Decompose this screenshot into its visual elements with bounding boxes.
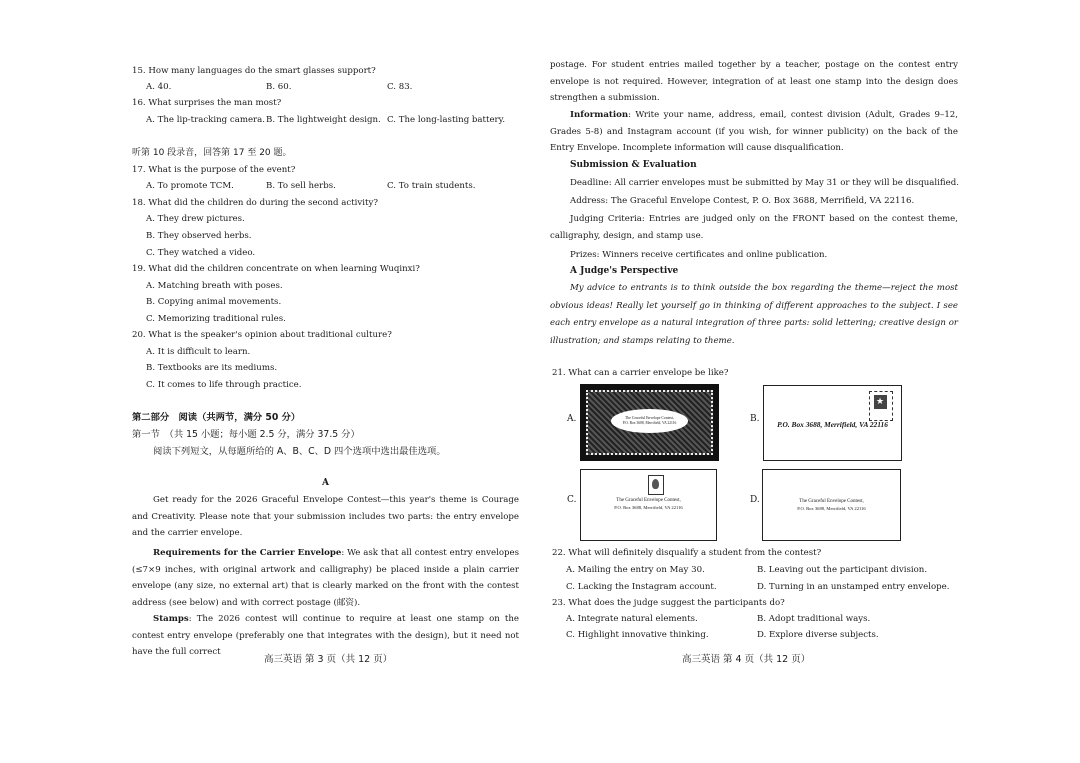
q17-option-c: C. To train students. [387, 181, 476, 191]
envelope-a-line1: The Graceful Envelope Contest, [625, 416, 674, 420]
submission-heading: Submission & Evaluation [570, 160, 697, 170]
envelope-c-image [580, 469, 717, 541]
stamp-icon: ★ [869, 391, 893, 421]
q15-option-c: C. 83. [387, 82, 413, 92]
q19-option-c: C. Memorizing traditional rules. [146, 314, 286, 324]
envelope-a-image [580, 384, 719, 461]
envelope-c-line1: The Graceful Envelope Contest, [616, 498, 681, 503]
requirements-label: Requirements for the Carrier Envelope [153, 548, 342, 558]
q16-option-b: B. The lightweight design. [266, 115, 381, 125]
address-text: Address: The Graceful Envelope Contest, P. O. Box 3688, Merrifield, VA 22116. [570, 196, 915, 206]
passage-paragraph-1: Get ready for the 2026 Graceful Envelope Contest—this year's theme is Courage and Creativity. Please note that your submission includes two parts: the entry envelope and the carrier envelope. [132, 495, 519, 538]
q18-stem: 18. What did the children do during the second activity? [132, 198, 378, 208]
passage-label: A [322, 478, 329, 488]
left-page-footer: 高三英语 第 3 页（共 12 页） [264, 654, 393, 665]
q21-option-c-label: C. [567, 495, 577, 505]
envelope-d-line2: P.O. Box 3688, Merrifield, VA 22116 [797, 506, 866, 511]
q18-option-c: C. They watched a video. [146, 248, 256, 258]
q20-option-b: B. Textbooks are its mediums. [146, 363, 278, 373]
q21-option-b-label: B. [750, 414, 760, 424]
q20-option-c: C. It comes to life through practice. [146, 380, 302, 390]
q19-stem: 19. What did the children concentrate on when learning Wuqinxi? [132, 264, 420, 274]
q22-option-a: A. Mailing the entry on May 30. [566, 565, 705, 575]
q23-option-d: D. Explore diverse subjects. [757, 630, 879, 640]
section10-instruction: 听第 10 段录音，回答第 17 至 20 题。 [132, 148, 292, 158]
q18-option-b: B. They observed herbs. [146, 231, 252, 241]
q22-option-b: B. Leaving out the participant division. [757, 565, 928, 575]
requirements-paragraph [132, 545, 519, 611]
requirements-body: : We ask that all contest entry envelopes (≤7×9 inches, with original artwork and calligraphy) be placed inside a plain carrier envelope (any size, no external art) that is clearly marked on the front with the contest address (see below) and with correct postage (邮资). [132, 548, 519, 608]
envelope-b-address: P.O. Box 3688, Merrifield, VA 22116 [777, 420, 888, 429]
q15-option-b: B. 60. [266, 82, 292, 92]
q17-stem: 17. What is the purpose of the event? [132, 165, 296, 175]
q23-option-b: B. Adopt traditional ways. [757, 614, 871, 624]
stamps-continuation: postage. For student entries mailed together by a teacher, postage on the contest entry envelope is not required. However, integration of at least one stamp into the design does strengthen a submission. [550, 60, 958, 103]
information-paragraph [550, 107, 958, 157]
q22-option-c: C. Lacking the Instagram account. [566, 582, 717, 592]
section1-title: 第一节 （共 15 小题；每小题 2.5 分，满分 37.5 分） [132, 429, 360, 440]
right-page-footer: 高三英语 第 4 页（共 12 页） [682, 654, 811, 665]
stamps-body: : The 2026 contest will continue to require at least one stamp on the contest entry envelope (preferably one that integrates with the design), but it need not have the full correct [132, 614, 519, 657]
q17-option-a: A. To promote TCM. [146, 181, 234, 191]
q21-option-a-label: A. [567, 414, 577, 424]
judge-heading: A Judge's Perspective [570, 266, 679, 276]
q16-option-a: A. The lip-tracking camera. [146, 115, 266, 125]
q22-option-d: D. Turning in an unstamped entry envelope. [757, 582, 950, 592]
judge-paragraph: My advice to entrants is to think outside the box regarding the theme—reject the most obvious ideas! Really let yourself go in thinking of different approaches to the subject. I see each entry envelope as a natural integration of three parts: solid lettering; creative design or illustration; and stamps relating to theme. [550, 283, 958, 346]
right-page [540, 0, 1080, 763]
q19-option-b: B. Copying animal movements. [146, 297, 282, 307]
q22-stem: 22. What will definitely disqualify a student from the contest? [552, 548, 822, 558]
stamp-icon [648, 475, 664, 495]
envelope-d-line1: The Graceful Envelope Contest, [799, 499, 864, 504]
reading-instruction: 阅读下列短文，从每题所给的 A、B、C、D 四个选项中选出最佳选项。 [153, 446, 446, 457]
envelope-d-image [762, 469, 901, 541]
prizes-text: Prizes: Winners receive certificates and online publication. [570, 250, 828, 260]
information-body: : Write your name, address, email, contest division (Adult, Grades 9–12, Grades 5-8) and Instagram account (if you wish, for winner publicity) on the back of the Entry Envelope. Incomplete information will cause disqualification. [550, 110, 958, 153]
q21-option-d-label: D. [750, 495, 760, 505]
envelope-a-line2: P.O. Box 3688, Merrifield, VA 22116 [622, 421, 677, 425]
q15-option-a: A. 40. [146, 82, 172, 92]
part2-title: 第二部分 阅读（共两节，满分 50 分） [132, 412, 301, 423]
stamps-label: Stamps [153, 614, 189, 624]
q23-option-a: A. Integrate natural elements. [566, 614, 698, 624]
envelope-c-line2: P.O. Box 3688, Merrifield, VA 22116 [614, 505, 683, 510]
q16-stem: 16. What surprises the man most? [132, 98, 282, 108]
q20-stem: 20. What is the speaker's opinion about traditional culture? [132, 330, 392, 340]
flower-icon [652, 479, 659, 489]
q18-option-a: A. They drew pictures. [146, 214, 245, 224]
judging-criteria-text: Judging Criteria: Entries are judged only on the FRONT based on the contest theme, calligraphy, design, and stamp use. [550, 214, 958, 241]
deadline-text: Deadline: All carrier envelopes must be submitted by May 31 or they will be disqualified. [570, 178, 959, 188]
q23-option-c: C. Highlight innovative thinking. [566, 630, 709, 640]
q16-option-c: C. The long-lasting battery. [387, 115, 506, 125]
q15-stem: 15. How many languages do the smart glasses support? [132, 66, 376, 76]
envelope-a-address-panel [611, 409, 688, 433]
information-label: Information [570, 110, 629, 120]
q20-option-a: A. It is difficult to learn. [146, 347, 251, 357]
q19-option-a: A. Matching breath with poses. [146, 281, 283, 291]
q21-stem: 21. What can a carrier envelope be like? [552, 368, 729, 378]
q17-option-b: B. To sell herbs. [266, 181, 336, 191]
q23-stem: 23. What does the judge suggest the participants do? [552, 598, 785, 608]
envelope-b-image [763, 385, 902, 461]
